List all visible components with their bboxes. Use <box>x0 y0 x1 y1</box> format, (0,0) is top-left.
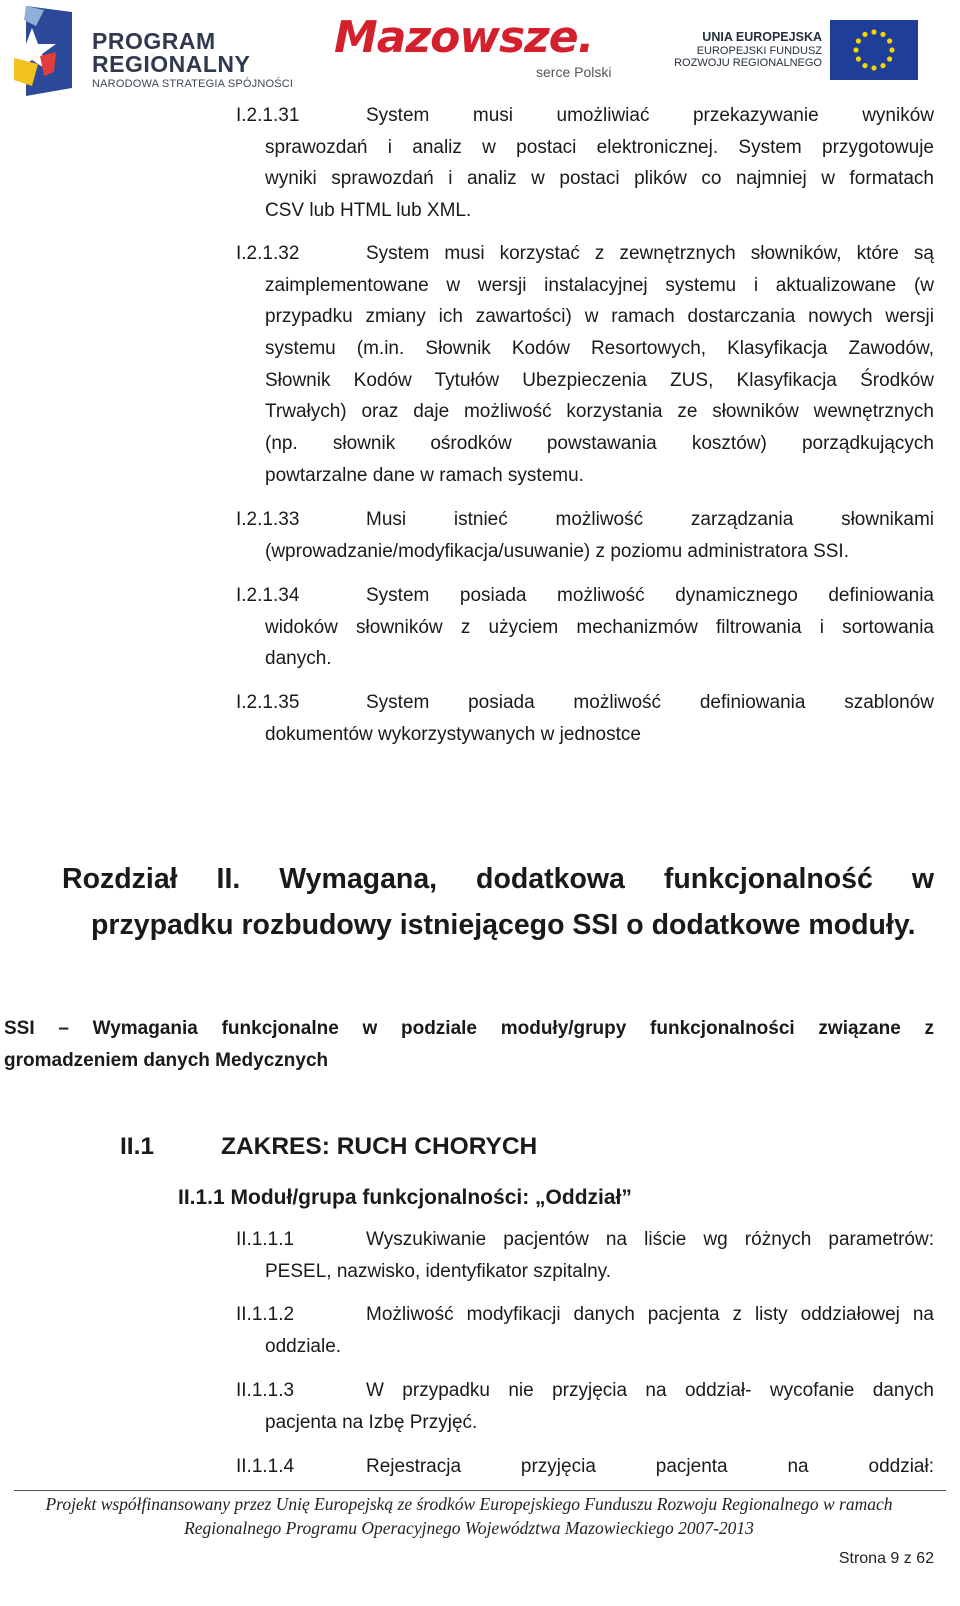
requirement-text-line: przypadku zmiany ich zawartości) w ramach dostarczania nowych wersji <box>265 306 934 328</box>
chapter-heading <box>62 856 934 948</box>
requirement-item <box>236 1299 934 1362</box>
mazowsze-subtitle: serce Polski <box>536 64 612 80</box>
requirement-first-line <box>236 100 934 132</box>
requirement-first-line <box>236 1299 934 1331</box>
requirement-first-line <box>236 1224 934 1256</box>
requirement-number: I.2.1.31 <box>236 105 300 126</box>
requirement-item <box>236 504 934 567</box>
program-regionalny-logo <box>14 6 304 96</box>
requirement-number: I.2.1.32 <box>236 243 300 264</box>
subsection-heading: II.1.1 Moduł/grupa funkcjonalności: „Oddział” <box>178 1186 632 1209</box>
requirement-first-line <box>236 580 934 612</box>
requirement-text-line: widoków słowników z użyciem mechanizmów filtrowania i sortowania <box>265 616 934 638</box>
eu-line-1: UNIA EUROPEJSKA <box>702 30 822 44</box>
requirement-text-line: Trwałych) oraz daje możliwość korzystania ze słowników wewnętrznych <box>265 401 934 423</box>
requirement-text: Możliwość modyfikacji danych pacjenta z listy oddziałowej na <box>366 1304 934 1325</box>
requirement-number: II.1.1.1 <box>236 1229 295 1250</box>
requirement-text-line: Słownik Kodów Tytułów Ubezpieczenia ZUS, Klasyfikacja Środków <box>265 369 934 391</box>
chapter-heading-line-1: Rozdział II. Wymagana, dodatkowa funkcjonalność w <box>62 863 934 895</box>
requirement-text-line: zaimplementowane w wersji instalacyjnej systemu i aktualizowane (w <box>265 274 934 296</box>
requirement-text-line: sprawozdań i analiz w postaci elektronicznej. System przygotowuje <box>265 136 934 158</box>
requirement-text-last-line: danych. <box>265 648 332 670</box>
requirement-item <box>236 687 934 750</box>
eu-logo <box>666 20 926 80</box>
requirement-text: System musi korzystać z zewnętrznych słowników, które są <box>366 243 934 264</box>
requirement-first-line <box>236 504 934 536</box>
footer-line-1: Projekt współfinansowany przez Unię Europejską ze środków Europejskiego Funduszu Rozwoju Regionalnego w ramach <box>45 1494 893 1514</box>
eu-text <box>666 30 822 69</box>
requirement-text-line: (np. słownik ośrodków powstawania kosztów) porządkujących <box>265 433 934 455</box>
requirement-text-last-line: pacjenta na Izbę Przyjęć. <box>265 1411 478 1433</box>
requirement-first-line <box>236 238 934 270</box>
eu-line-2: EUROPEJSKI FUNDUSZ <box>696 45 822 57</box>
requirement-text-last-line: (wprowadzanie/modyfikacja/usuwanie) z poziomu administratora SSI. <box>265 540 849 562</box>
requirement-item <box>236 100 934 227</box>
star-emblem-icon <box>14 6 72 96</box>
page-footer <box>0 1490 960 1606</box>
requirement-text: System posiada możliwość dynamicznego definiowania <box>366 585 934 606</box>
requirement-text-last-line: powtarzalne dane w ramach systemu. <box>265 464 584 486</box>
requirement-text-last-line: CSV lub HTML lub XML. <box>265 200 472 222</box>
requirement-text-last-line: oddziale. <box>265 1335 342 1357</box>
requirement-text: W przypadku nie przyjęcia na oddział- wycofanie danych <box>366 1380 934 1401</box>
requirement-text-last-line: dokumentów wykorzystywanych w jednostce <box>265 723 641 745</box>
ssi-heading-line-2: gromadzeniem danych Medycznych <box>4 1049 329 1071</box>
mazowsze-wordmark: Mazowsze. <box>334 12 594 63</box>
requirement-item <box>236 1375 934 1438</box>
section-heading <box>120 1127 537 1167</box>
requirement-text: Rejestracja przyjęcia pacjenta na oddział: <box>366 1456 934 1477</box>
requirement-number: I.2.1.34 <box>236 585 300 606</box>
eu-line-3: ROZWOJU REGIONALNEGO <box>674 57 822 69</box>
requirement-item <box>236 1224 934 1287</box>
eu-flag-icon <box>830 20 918 80</box>
logo-line-program: PROGRAM <box>92 28 216 54</box>
logo-line-strategia: NARODOWA STRATEGIA SPÓJNOŚCI <box>92 78 294 90</box>
requirement-text: System posiada możliwość definiowania szablonów <box>366 692 934 713</box>
section-title: ZAKRES: RUCH CHORYCH <box>221 1133 538 1160</box>
requirement-item <box>236 580 934 675</box>
requirement-text-line: wyniki sprawozdań i analiz w postaci plików co najmniej w formatach <box>265 168 934 190</box>
requirement-text: System musi umożliwiać przekazywanie wyników <box>366 105 934 126</box>
requirement-first-line <box>236 687 934 719</box>
chapter-heading-line-2: przypadku rozbudowy istniejącego SSI o dodatkowe moduły. <box>91 909 916 941</box>
requirement-number: II.1.1.2 <box>236 1304 295 1325</box>
page-number: Strona 9 z 62 <box>838 1550 934 1567</box>
footer-divider <box>14 1490 946 1491</box>
requirement-item <box>236 238 934 492</box>
ssi-heading <box>4 1013 934 1076</box>
requirement-first-line <box>236 1451 934 1483</box>
requirement-text-last-line: PESEL, nazwisko, identyfikator szpitalny. <box>265 1260 612 1282</box>
ssi-heading-line-1: SSI – Wymagania funkcjonalne w podziale moduły/grupy funkcjonalności związane z <box>4 1018 934 1039</box>
footer-line-2: Regionalnego Programu Operacyjnego Województwa Mazowieckiego 2007-2013 <box>184 1518 754 1538</box>
requirement-first-line <box>236 1375 934 1407</box>
requirement-number: II.1.1.4 <box>236 1456 295 1477</box>
requirement-number: II.1.1.3 <box>236 1380 295 1401</box>
requirement-text-line: systemu (m.in. Słownik Kodów Resortowych, Klasyfikacja Zawodów, <box>265 338 934 360</box>
logo-line-regionalny: REGIONALNY <box>92 51 251 77</box>
requirement-text: Wyszukiwanie pacjentów na liście wg różnych parametrów: <box>366 1229 934 1250</box>
requirement-text: Musi istnieć możliwość zarządzania słownikami <box>366 509 934 530</box>
mazowsze-logo <box>334 12 634 88</box>
page-header <box>0 0 960 100</box>
program-regionalny-text <box>92 30 293 92</box>
requirement-item <box>236 1451 934 1483</box>
requirement-number: I.2.1.33 <box>236 509 300 530</box>
section-number: II.1 <box>120 1133 155 1160</box>
requirement-number: I.2.1.35 <box>236 692 300 713</box>
